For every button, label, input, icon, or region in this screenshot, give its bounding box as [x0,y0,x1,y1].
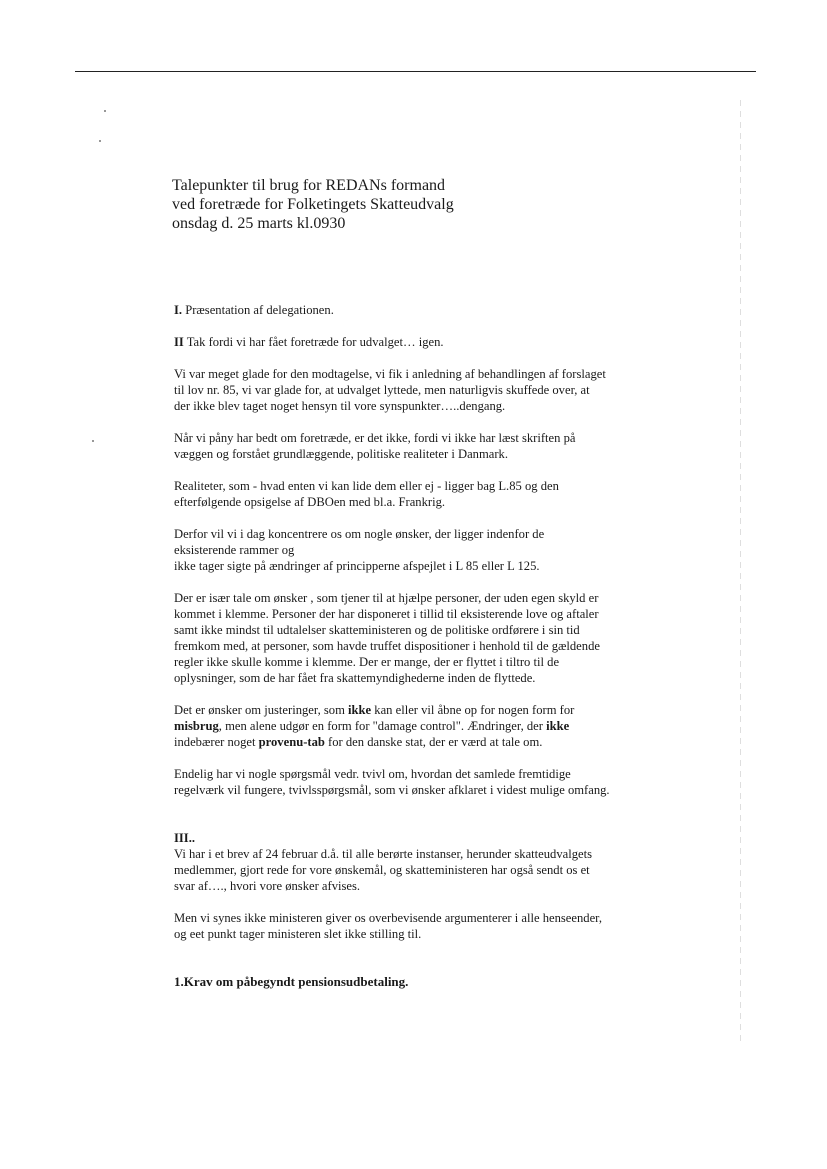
emphasis-text: ikke [546,719,570,733]
paragraph-4 [174,526,654,574]
text-line: oplysninger, som de har fået fra skattemyndighederne inden de flyttede. [174,671,536,685]
paragraph-5 [174,590,654,686]
section-text: Tak fordi vi har fået foretræde for udvalget… igen. [183,335,444,349]
text-line [174,718,654,734]
scan-speck [104,110,106,112]
document-body [174,302,654,990]
document-title [172,176,532,233]
text-line: Vi var meget glade for den modtagelse, vi fik i anledning af behandlingen af forslaget [174,367,606,381]
emphasis-text: ikke [348,703,372,717]
scan-speck [99,140,101,142]
text-line: kommet i klemme. Personer der har disponeret i tillid til eksisterende love og aftaler [174,607,599,621]
scan-edge-line [740,100,741,1045]
text-line: Når vi påny har bedt om foretræde, er det ikke, fordi vi ikke har læst skriften på [174,431,576,445]
section-2 [174,334,654,350]
paragraph-1 [174,366,654,414]
text-line: Der er især tale om ønsker , som tjener til at hjælpe personer, der uden egen skyld er [174,591,599,605]
text-run: kan eller vil åbne op for nogen form for [371,703,575,717]
text-line: samt ikke mindst til udtalelser skatteministeren og de politiske ordførere i sin tid [174,623,580,637]
text-line: eksisterende rammer og [174,543,295,557]
paragraph-9 [174,910,654,942]
paragraph-3 [174,478,654,510]
section-3-heading: III.. [174,831,195,845]
text-line: regelværk vil fungere, tvivlsspørgsmål, som vi ønsker afklaret i videst mulige omfang. [174,783,610,797]
text-run: for den danske stat, der er værd at tale om. [324,735,543,749]
text-line: svar af…., hvori vore ønsker afvises. [174,879,361,893]
scan-speck [92,440,94,442]
section-number: I. [174,303,183,317]
section-1 [174,302,654,318]
text-run: , men alene udgør en form for "damage control". Ændringer, der [218,719,547,733]
paragraph-7 [174,766,654,798]
text-line [174,734,654,750]
text-line: Derfor vil vi i dag koncentrere os om nogle ønsker, der ligger indenfor de [174,527,545,541]
text-line: væggen og forstået grundlæggende, politiske realiteter i Danmark. [174,447,508,461]
text-line: til lov nr. 85, vi var glade for, at udvalget lyttede, men naturligvis skuffede over, at [174,383,590,397]
subheading-pension: 1.Krav om påbegyndt pensionsudbetaling. [174,974,409,989]
text-line: regler ikke skulle komme i klemme. Der er mange, der er flyttet i tiltro til de [174,655,560,669]
text-line: Realiteter, som - hvad enten vi kan lide dem eller ej - ligger bag L.85 og den [174,479,559,493]
header-rule [75,71,756,72]
section-text: Præsentation af delegationen. [182,303,334,317]
title-line: onsdag d. 25 marts kl.0930 [172,215,346,232]
text-line: der ikke blev taget noget hensyn til vore synspunkter…..dengang. [174,399,506,413]
text-line: medlemmer, gjort rede for vore ønskemål, og skatteministeren har også sendt os et [174,863,590,877]
text-run: Det er ønsker om justeringer, som [174,703,349,717]
paragraph-8 [174,846,654,894]
text-line: Endelig har vi nogle spørgsmål vedr. tvivl om, hvordan det samlede fremtidige [174,767,571,781]
text-line [174,702,654,718]
text-line: Vi har i et brev af 24 februar d.å. til alle berørte instanser, herunder skatteudvalgets [174,847,593,861]
section-number: II [174,335,184,349]
emphasis-text: provenu-tab [258,735,325,749]
paragraph-2 [174,430,654,462]
text-run: indebærer noget [174,735,259,749]
text-line: efterfølgende opsigelse af DBOen med bl.a. Frankrig. [174,495,446,509]
paragraph-6 [174,702,654,750]
text-line: ikke tager sigte på ændringer af principperne afspejlet i L 85 eller L 125. [174,559,540,573]
text-line: fremkom med, at personer, som havde truffet dispositioner i henhold til de gældende [174,639,600,653]
title-line: Talepunkter til brug for REDANs formand [172,177,446,194]
emphasis-text: misbrug [174,719,219,733]
title-line: ved foretræde for Folketingets Skatteudvalg [172,196,454,213]
text-line: og eet punkt tager ministeren slet ikke stilling til. [174,927,422,941]
text-line: Men vi synes ikke ministeren giver os overbevisende argumenterer i alle henseender, [174,911,603,925]
